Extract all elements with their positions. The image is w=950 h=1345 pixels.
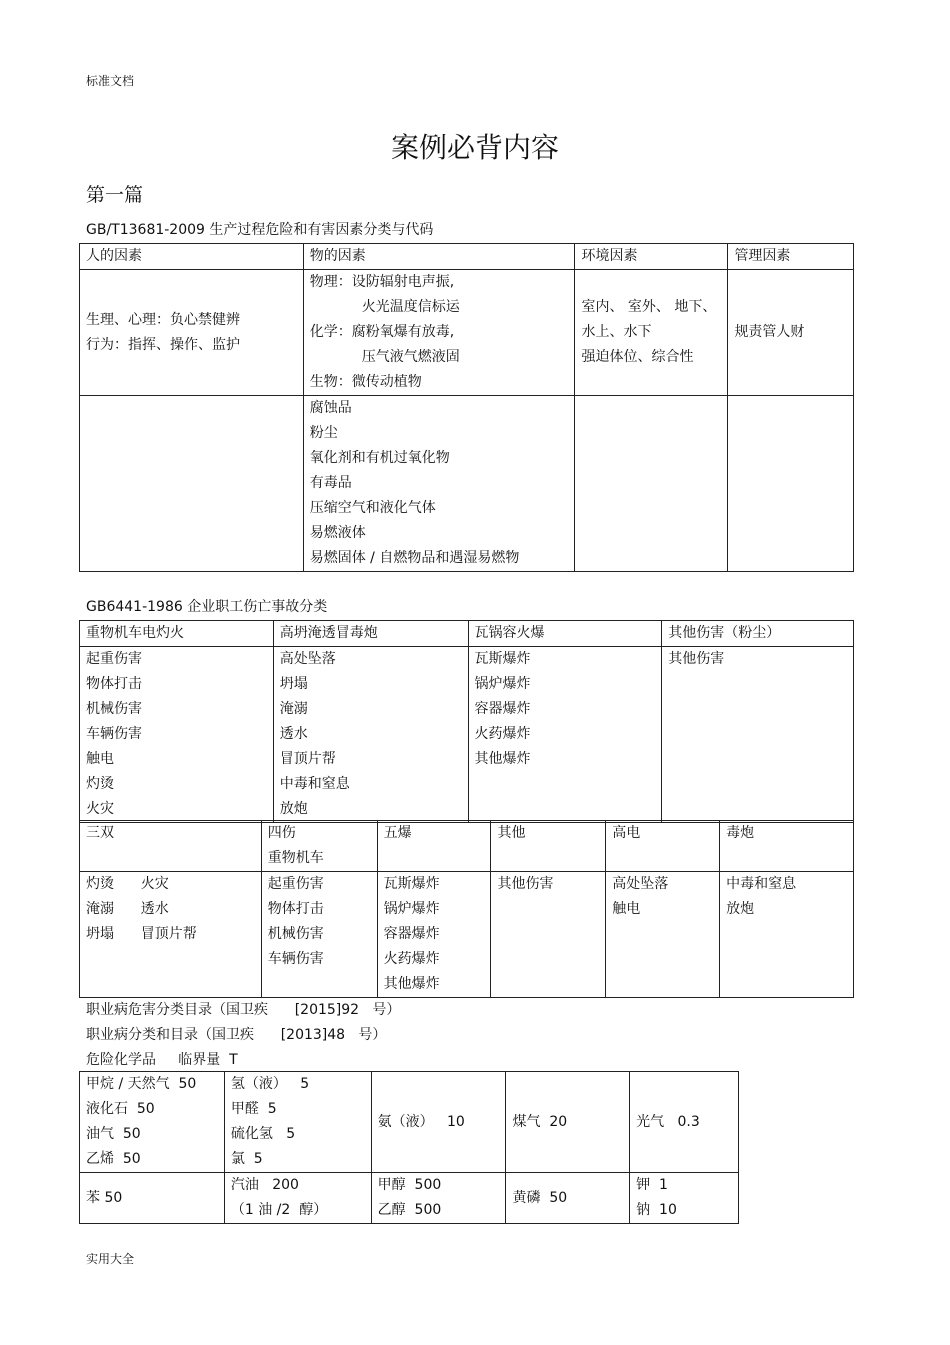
cell-line: 起重伤害	[267, 876, 324, 892]
cell-line: 乙醇 500	[377, 1202, 442, 1218]
chemical-cell	[80, 1072, 225, 1173]
table-row	[80, 1173, 739, 1224]
category-cell	[662, 647, 854, 823]
table-row	[80, 396, 854, 572]
group-cell	[720, 872, 854, 998]
cell-line: 其他爆炸	[474, 751, 531, 767]
cell-line: 锅炉爆炸	[474, 676, 531, 692]
category-cell	[273, 647, 468, 823]
cell-line: 物理：设防辐射电声振,	[309, 274, 455, 290]
footer-label: 实用大全	[86, 1252, 135, 1266]
cell-line: 其他伤害	[497, 876, 554, 892]
chemical-threshold-table	[79, 1071, 739, 1224]
chemical-cell	[80, 1173, 225, 1224]
cell-line: 甲烷 / 天然气 50	[86, 1076, 197, 1092]
header-cell	[491, 821, 606, 872]
note-line-3: 危险化学品 临界量 T	[86, 1052, 238, 1068]
cell-line: 火药爆炸	[383, 951, 440, 967]
cell-line: 锅炉爆炸	[383, 901, 440, 917]
cell-line: 化学：腐粉氧爆有放毒,	[309, 324, 455, 340]
cell-line: 火灾	[86, 801, 114, 817]
header-cell: 重物机车电灼火	[80, 621, 274, 647]
cell-line: 车辆伤害	[86, 726, 142, 742]
cell-line: 淹溺	[279, 701, 308, 717]
header-cell: 其他伤害（粉尘）	[662, 621, 854, 647]
cell-line: 氯 5	[230, 1151, 263, 1167]
header-cell	[606, 821, 720, 872]
header-cell	[377, 821, 491, 872]
header-cell: 管理因素	[728, 244, 854, 270]
cell-line: 氢（液） 5	[230, 1076, 310, 1092]
category-cell	[80, 647, 274, 823]
cell-line: 压缩空气和液化气体	[309, 500, 436, 516]
cell-line: 水上、水下	[581, 324, 652, 340]
cell-line: 坍塌 冒顶片帮	[86, 926, 197, 942]
accident-category-table	[79, 620, 854, 823]
cell-line: 生理、心理：负心禁健辨	[86, 311, 240, 328]
header-cell	[80, 821, 262, 872]
header-cell: 人的因素	[80, 244, 304, 270]
cell-line: 物体打击	[267, 901, 324, 917]
cell-line: 淹溺 透水	[86, 901, 169, 917]
cell-line: 重物机车	[267, 850, 324, 866]
cell-line: 氨（液） 10	[377, 1113, 465, 1130]
cell-line: 油气 50	[86, 1126, 141, 1142]
cell-line: 乙烯 50	[86, 1151, 141, 1167]
cell-line: 其他爆炸	[383, 976, 440, 992]
table-row	[80, 872, 854, 998]
cell-line: 机械伤害	[86, 701, 142, 717]
cell-line: 甲醇 500	[377, 1177, 442, 1193]
table-row	[80, 270, 854, 396]
cell-line: 粉尘	[309, 425, 338, 441]
management-factor-cell: 规责管人财	[728, 270, 854, 396]
cell-line: 黄磷 50	[512, 1189, 568, 1206]
accident-group-table	[79, 820, 854, 998]
cell-line: 四伤	[267, 825, 296, 841]
cell-line: 火光温度信标运	[361, 299, 460, 315]
category-cell	[468, 647, 662, 823]
header-cell: 物的因素	[303, 244, 575, 270]
group-cell	[261, 872, 377, 998]
cell-line: 钾 1	[636, 1177, 668, 1193]
cell-line: 五爆	[383, 825, 412, 841]
cell-line: 强迫体位、综合性	[581, 349, 694, 365]
table-header-row	[80, 821, 854, 872]
empty-cell	[728, 396, 854, 572]
cell-line: 放炮	[279, 801, 308, 817]
cell-line: 易燃固体 / 自燃物品和遇湿易燃物	[309, 550, 520, 566]
cell-line: 灼烫	[86, 776, 114, 792]
cell-line: 腐蚀品	[309, 400, 352, 416]
chemical-cell	[224, 1072, 371, 1173]
cell-line: 触电	[86, 751, 114, 767]
hazard-factor-table	[79, 243, 854, 572]
header-label: 标准文档	[86, 74, 135, 88]
cell-line: 坍塌	[279, 676, 308, 692]
cell-line: 物体打击	[86, 676, 142, 692]
chemical-cell	[371, 1072, 506, 1173]
cell-line: 冒顶片帮	[279, 751, 336, 767]
empty-cell	[575, 396, 728, 572]
document-title: 案例必背内容	[390, 131, 559, 164]
cell-line: 苯 50	[86, 1189, 123, 1206]
cell-line: 生物：微传动植物	[309, 374, 422, 390]
table-header-row	[80, 621, 854, 647]
table-row	[80, 647, 854, 823]
cell-line: 中毒和窒息	[726, 876, 797, 892]
cell-line: 高处坠落	[612, 876, 669, 892]
table-header-row	[80, 244, 854, 270]
section-title: 第一篇	[86, 184, 144, 206]
cell-line: 光气 0.3	[636, 1113, 700, 1130]
header-cell	[261, 821, 377, 872]
cell-line: 透水	[279, 726, 308, 742]
cell-line: 三双	[86, 825, 114, 841]
standard1-caption: GB/T13681-2009 生产过程危险和有害因素分类与代码	[86, 222, 434, 238]
note-line-1: 职业病危害分类目录（国卫疾 [2015]92 号）	[86, 1002, 401, 1018]
cell-line: 氧化剂和有机过氧化物	[309, 450, 450, 466]
header-cell	[720, 821, 854, 872]
cell-line: 中毒和窒息	[279, 776, 350, 792]
group-cell	[377, 872, 491, 998]
table-row	[80, 1072, 739, 1173]
cell-line: 易燃液体	[309, 525, 366, 541]
cell-line: 汽油 200	[230, 1177, 299, 1193]
chemical-cell	[224, 1173, 371, 1224]
environment-factor-cell	[575, 270, 728, 396]
cell-line: 火药爆炸	[474, 726, 531, 742]
header-cell: 瓦锅容火爆	[468, 621, 662, 647]
cell-line: 高处坠落	[279, 651, 336, 667]
cell-line: 高电	[612, 825, 641, 841]
group-cell	[606, 872, 720, 998]
group-cell	[80, 872, 262, 998]
cell-line: 煤气 20	[512, 1113, 568, 1130]
cell-line: 室内、 室外、 地下、	[581, 299, 717, 315]
chemical-cell	[371, 1173, 506, 1224]
cell-line: 机械伤害	[267, 926, 324, 942]
note-line-2: 职业病分类和目录（国卫疾 [2013]48 号）	[86, 1027, 387, 1043]
cell-line: 压气液气燃液固	[361, 349, 460, 365]
human-factor-cell	[80, 270, 304, 396]
cell-line: 起重伤害	[86, 651, 142, 667]
physical-factor-cell	[303, 396, 575, 572]
cell-line: 硫化氢 5	[230, 1126, 296, 1142]
chemical-cell	[630, 1173, 739, 1224]
physical-factor-cell	[303, 270, 575, 396]
chemical-cell	[506, 1072, 630, 1173]
cell-line: 车辆伤害	[267, 951, 324, 967]
cell-line: 其他	[497, 825, 526, 841]
cell-line: 液化石 50	[86, 1101, 155, 1117]
cell-line: 有毒品	[309, 475, 352, 491]
chemical-cell	[630, 1072, 739, 1173]
cell-line: 触电	[612, 901, 641, 917]
header-cell: 环境因素	[575, 244, 728, 270]
cell-line: 放炮	[726, 901, 755, 917]
cell-line: 瓦斯爆炸	[383, 876, 440, 892]
chemical-cell	[506, 1173, 630, 1224]
cell-line: 灼烫 火灾	[86, 876, 169, 892]
cell-line: 容器爆炸	[383, 926, 440, 942]
empty-cell	[80, 396, 304, 572]
cell-line: （1 油 /2 醇）	[230, 1202, 328, 1218]
cell-line: 行为：指挥、操作、监护	[86, 336, 240, 353]
cell-line: 钠 10	[636, 1202, 677, 1218]
standard2-caption: GB6441-1986 企业职工伤亡事故分类	[86, 599, 328, 615]
cell-line: 其他伤害	[668, 651, 725, 667]
cell-line: 毒炮	[726, 825, 755, 841]
cell-line: 瓦斯爆炸	[474, 651, 531, 667]
group-cell	[491, 872, 606, 998]
cell-line: 容器爆炸	[474, 701, 531, 717]
header-cell: 高坍淹透冒毒炮	[273, 621, 468, 647]
cell-line: 甲醛 5	[230, 1101, 277, 1117]
